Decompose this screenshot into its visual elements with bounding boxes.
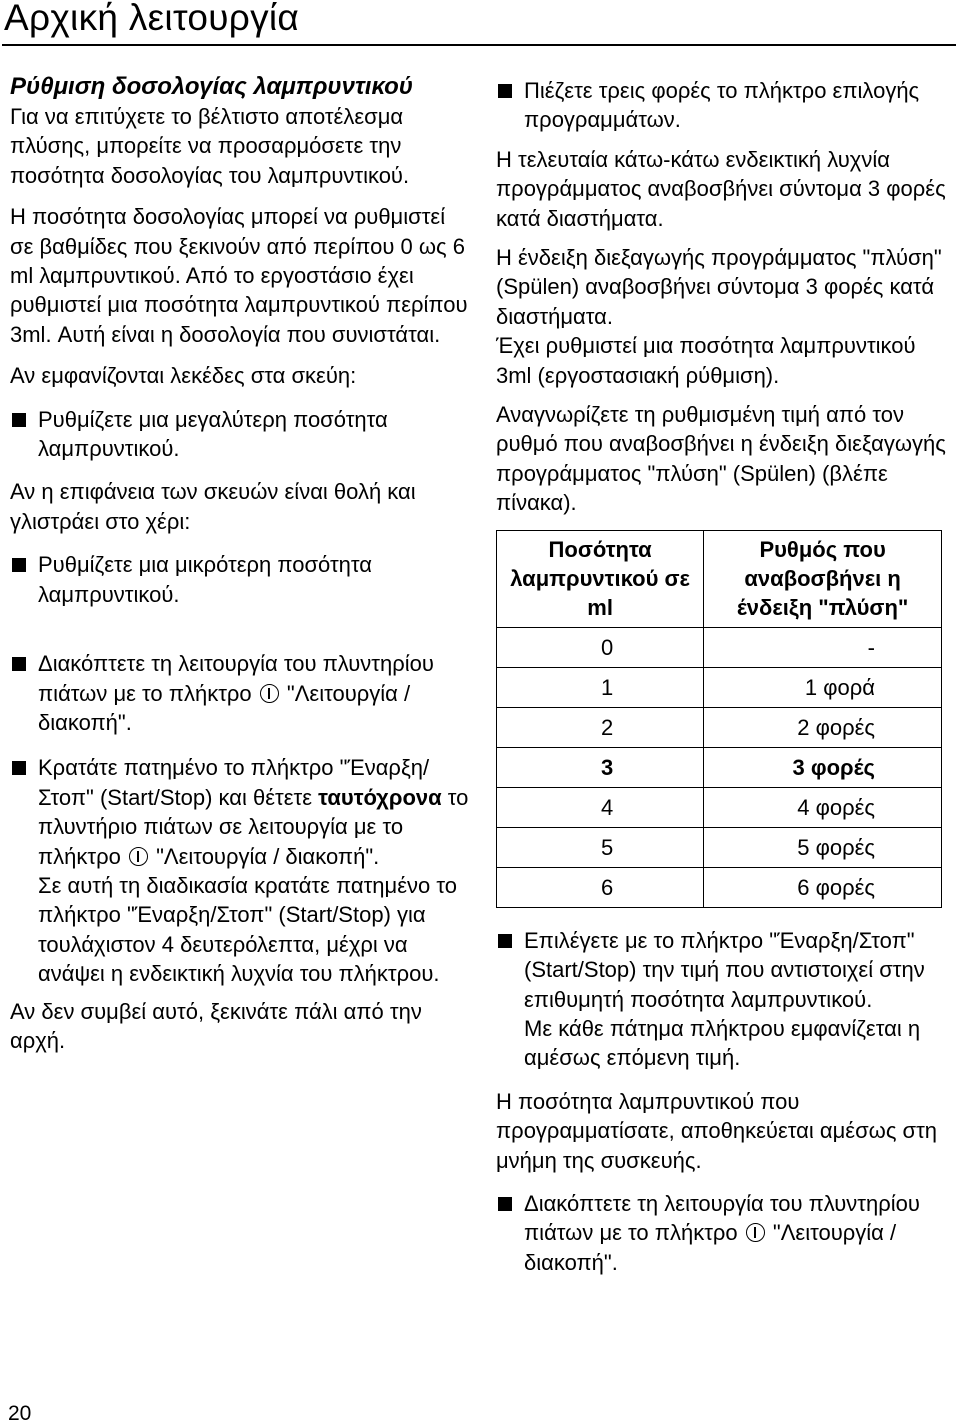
table-cell-ml: 1 [497, 667, 704, 707]
saved-paragraph: Η ποσότητα λαμπρυντικού που προγραμματίσατε, αποθηκεύεται αμέσως στη μνήμη της συσκευής. [496, 1088, 938, 1173]
factory-setting-paragraph: Έχει ρυθμιστεί μια ποσότητα λαμπρυντικού 3ml (εργοστασιακή ρύθμιση). [496, 333, 916, 388]
right-column [496, 76, 951, 1277]
bullet-text: Επιλέγετε με το πλήκτρο "Έναρξη/Στοπ" (Start/Stop) την τιμή που αντιστοιχεί στην επιθυμητή ποσότητα λαμπρυντικού. [524, 927, 925, 1012]
power-button-icon [260, 684, 279, 703]
bullet-text: Ρυθμίζετε μια μεγαλύτερη ποσότητα λαμπρυντικού. [38, 406, 388, 462]
bullet-hold-start-stop [10, 753, 470, 988]
square-bullet-icon [498, 934, 512, 948]
cloudy-condition-text: Αν η επιφάνεια των σκευών είναι θολή και γλιστράει στο χέρι: [10, 479, 416, 534]
table-row [497, 787, 942, 827]
table-row [497, 827, 942, 867]
bullet-text: το πλυντήριο πιάτων σε λειτουργία με το πλήκτρο [38, 784, 469, 869]
table-cell-ml: 5 [497, 827, 704, 867]
table-cell-rhythm: 5 φορές [704, 827, 942, 867]
dosage-table [496, 530, 942, 908]
table-row [497, 707, 942, 747]
bullet-text: "Λειτουργία / διακοπή". [524, 1220, 897, 1275]
bullet-decrease-dose [10, 550, 470, 609]
dosage-range-paragraph: Η ποσότητα δοσολογίας μπορεί να ρυθμιστεί σε βαθμίδες που ξεκινούν από περίπου 0 ως 6 ml λαμπρυντικού. Από το εργοστάσιο έχει ρυθμιστεί μια ποσότητα λαμπρυντικού περίπου 3ml. Αυτή είναι η δοσολογία που συνιστάται. [10, 204, 468, 347]
bullet-text: Πιέζετε τρεις φορές το πλήκτρο επιλογής προγραμμάτων. [524, 78, 920, 133]
bullet-text: Ρυθμίζετε μια μικρότερη ποσότητα λαμπρυντικού. [38, 552, 373, 607]
bullet-switch-off [10, 649, 470, 737]
emphasis-text: ταυτόχρονα [318, 784, 442, 810]
table-cell-ml: 4 [497, 787, 704, 827]
square-bullet-icon [12, 657, 26, 671]
power-button-icon [129, 847, 148, 866]
bullet-text: Με κάθε πάτημα πλήκτρου εμφανίζεται η αμέσως επόμενη τιμή. [524, 1015, 921, 1071]
table-cell-rhythm: 2 φορές [704, 707, 942, 747]
table-row [497, 667, 942, 707]
left-column [10, 72, 470, 1055]
table-cell-ml: 2 [497, 707, 704, 747]
bullet-text: Διακόπτετε τη λειτουργία του πλυντηρίου πιάτων με το πλήκτρο [524, 1190, 920, 1246]
program-lamp-paragraph: Η τελευταία κάτω-κάτω ενδεικτική λυχνία προγράμματος αναβοσβήνει σύντομα 3 φορές κατά διαστήματα. [496, 146, 946, 231]
retry-paragraph: Αν δεν συμβεί αυτό, ξεκινάτε πάλι από την αρχή. [10, 998, 422, 1053]
intro-paragraph: Για να επιτύχετε το βέλτιστο αποτέλεσμα πλύσης, μπορείτε να προσαρμόσετε την ποσότητα δοσολογίας του λαμπρυντικού. [10, 104, 410, 188]
page-title: Αρχική λειτουργία [4, 0, 300, 38]
bullet-text: "Λειτουργία / διακοπή". [38, 680, 411, 735]
square-bullet-icon [498, 1197, 512, 1211]
table-cell-ml: 3 [497, 747, 704, 787]
table-row [497, 627, 942, 667]
bullet-text: "Λειτουργία / διακοπή". [156, 843, 380, 869]
square-bullet-icon [12, 558, 26, 572]
table-cell-ml: 0 [497, 627, 704, 667]
table-cell-rhythm: 3 φορές [704, 747, 942, 787]
table-header-rhythm: Ρυθμός που αναβοσβήνει η ένδειξη "πλύση" [704, 530, 942, 627]
table-cell-rhythm: 6 φορές [704, 867, 942, 907]
spots-condition-text: Αν εμφανίζονται λεκέδες στα σκεύη: [10, 363, 357, 389]
square-bullet-icon [12, 413, 26, 427]
recognize-value-paragraph: Αναγνωρίζετε τη ρυθμισμένη τιμή από τον ρυθμό που αναβοσβήνει η ένδειξη διεξαγωγής προγράμματος "πλύση" (Spülen) (βλέπε πίνακα). [496, 402, 946, 516]
table-row-default [497, 747, 942, 787]
bullet-text: Σε αυτή τη διαδικασία κρατάτε πατημένο το πλήκτρο "Έναρξη/Στοπ" (Start/Stop) για τουλάχιστον 4 δευτερόλεπτα, μέχρι να ανάψει η ενδεικτική λυχνία του πλήκτρου. [38, 872, 457, 987]
section-title: Ρύθμιση δοσολογίας λαμπρυντικού [10, 73, 413, 100]
table-header-row [497, 530, 942, 627]
table-header-ml: Ποσότητα λαμπρυντικού σε ml [497, 530, 704, 627]
rinse-indicator-paragraph: Η ένδειξη διεξαγωγής προγράμματος "πλύση" (Spülen) αναβοσβήνει σύντομα 3 φορές κατά διαστήματα. [496, 245, 942, 329]
table-row [497, 867, 942, 907]
bullet-press-program-key [496, 76, 951, 135]
square-bullet-icon [12, 761, 26, 775]
bullet-switch-off-right [496, 1189, 951, 1277]
table-cell-ml: 6 [497, 867, 704, 907]
bullet-select-value [496, 926, 951, 1073]
bullet-text: Διακόπτετε τη λειτουργία του πλυντηρίου πιάτων με το πλήκτρο [38, 651, 434, 706]
power-button-icon [746, 1223, 765, 1242]
square-bullet-icon [498, 84, 512, 98]
table-cell-rhythm: - [704, 627, 942, 667]
table-cell-rhythm: 4 φορές [704, 787, 942, 827]
bullet-text: Κρατάτε πατημένο το πλήκτρο "Έναρξη/Στοπ" (Start/Stop) και θέτετε [38, 755, 430, 810]
page-number: 20 [8, 1402, 32, 1425]
bullet-increase-dose [10, 405, 470, 464]
table-cell-rhythm: 1 φορά [704, 667, 942, 707]
header-divider [2, 44, 956, 46]
